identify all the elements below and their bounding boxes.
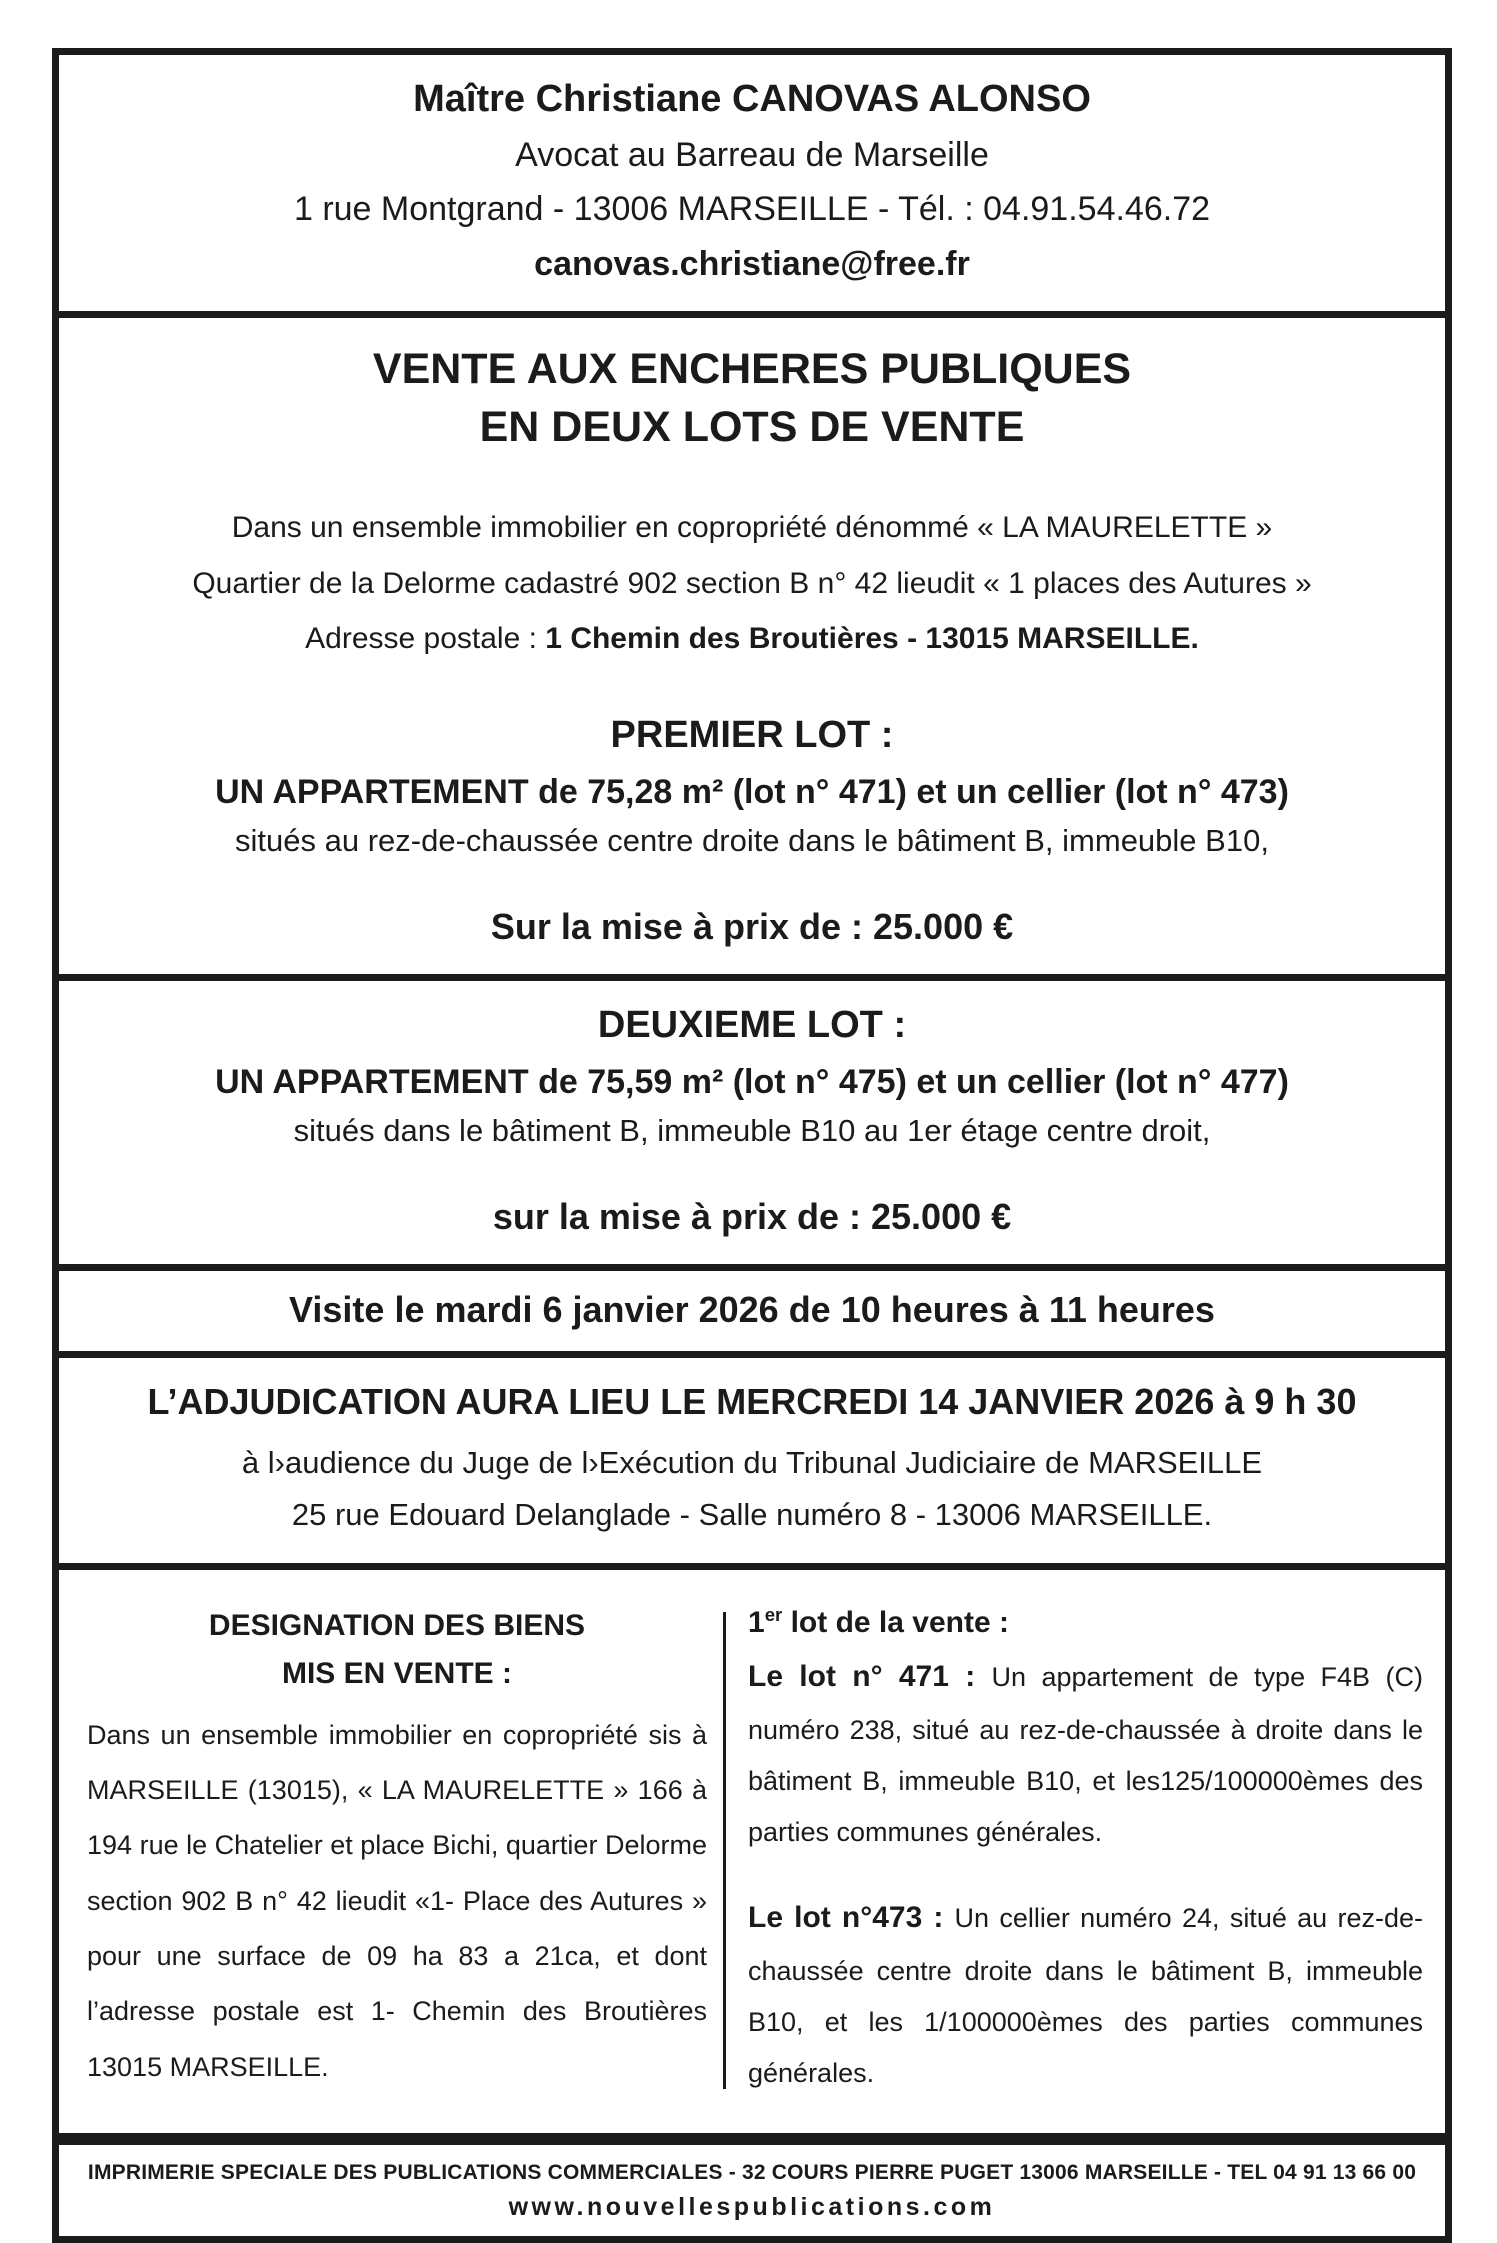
sale-title [83, 340, 1421, 456]
postal-address-label: Adresse postale : [305, 622, 546, 656]
designation-heading-line1: DESIGNATION DES BIENS [208, 1608, 586, 1642]
visit-box [59, 1271, 1445, 1358]
adjudication-box [59, 1358, 1445, 1569]
second-lot-location: situés dans le bâtiment B, immeuble B10 au 1er étage centre droit, [293, 1112, 1211, 1148]
visit-info: Visite le mardi 6 janvier 2026 de 10 heures à 11 heures [289, 1288, 1215, 1330]
heading-rest: lot de la vente : [782, 1605, 1009, 1639]
printer-website: www.nouvellespublications.com [508, 2193, 996, 2222]
attorney-title: Avocat au Barreau de Marseille [515, 136, 989, 174]
sale-title-line2: EN DEUX LOTS DE VENTE [479, 403, 1025, 452]
attorney-address: 1 rue Montgrand - 13006 MARSEILLE - Tél. : 04.91.54.46.72 [293, 190, 1211, 229]
lot-471-paragraph [748, 1648, 1423, 1859]
heading-ordinal-suffix: er [764, 1603, 783, 1625]
second-lot-description: UN APPARTEMENT de 75,59 m² (lot n° 475) et un cellier (lot n° 477) [215, 1063, 1289, 1102]
designation-heading-line2: MIS EN VENTE : [281, 1656, 513, 1690]
sale-intro-line1: Dans un ensemble immobilier en copropriété dénommé « LA MAURELETTE » [231, 511, 1273, 545]
first-lot-description: UN APPARTEMENT de 75,28 m² (lot n° 471) et un cellier (lot n° 473) [215, 773, 1289, 812]
designation-heading [87, 1602, 707, 1698]
attorney-email: canovas.christiane@free.fr [534, 244, 970, 283]
lot-471-label: Le lot n° 471 : [748, 1659, 992, 1693]
sale-intro-line2: Quartier de la Delorme cadastré 902 section B n° 42 lieudit « 1 places des Autures » [192, 566, 1312, 600]
sale-title-line1: VENTE AUX ENCHERES PUBLIQUES [372, 345, 1132, 394]
printer-footer-box [59, 2140, 1445, 2235]
first-lot-detail-heading [748, 1602, 1423, 1644]
first-lot-location: situés au rez-de-chaussée centre droite dans le bâtiment B, immeuble B10, [235, 822, 1269, 858]
sale-intro-line3 [83, 611, 1421, 667]
sale-announcement-box [59, 318, 1445, 981]
adjudication-address: 25 rue Edouard Delanglade - Salle numéro 8 - 13006 MARSEILLE. [291, 1496, 1213, 1532]
designation-body: Dans un ensemble immobilier en copropriété sis à MARSEILLE (13015), « LA MAURELETTE » 166 à 194 rue le Chatelier et place Bichi, quartier Delorme section 902 B n° 42 lieudit «1- Place des Autures » pour une surface de 09 ha 83 a 21ca, et dont l’adresse postale est 1- Chemin des Broutières 13015 MARSEILLE. [87, 1719, 707, 2082]
second-lot-box [59, 981, 1445, 1271]
second-lot-price: sur la mise à prix de : 25.000 € [492, 1195, 1012, 1237]
designation-columns [73, 1596, 1431, 2100]
lot-473-label: Le lot n°473 : [748, 1900, 955, 1934]
printer-info: IMPRIMERIE SPECIALE DES PUBLICATIONS COMMERCIALES - 32 COURS PIERRE PUGET 13006 MARSEILLE - TEL 04 91 13 66 00 [87, 2161, 1417, 2185]
adjudication-date: L’ADJUDICATION AURA LIEU LE MERCREDI 14 JANVIER 2026 à 9 h 30 [147, 1381, 1357, 1423]
lots-detail-column [726, 1596, 1431, 2100]
lot-473-text: Un cellier numéro 24, situé au rez-de-chaussée centre droite dans le bâtiment B, immeuble B10, et les 1/100000èmes des parties communes générales. [748, 1902, 1423, 2089]
legal-notice-document [52, 48, 1452, 2243]
first-lot-price: Sur la mise à prix de : 25.000 € [490, 905, 1014, 947]
heading-number: 1 [748, 1605, 765, 1639]
second-lot-heading: DEUXIEME LOT : [597, 1003, 907, 1046]
first-lot-heading: PREMIER LOT : [610, 713, 894, 756]
postal-address-value: 1 Chemin des Broutières - 13015 MARSEILLE. [545, 622, 1199, 656]
designation-left-column [73, 1596, 723, 2100]
lot-471-text: Un appartement de type F4B (C) numéro 238, situé au rez-de-chaussée à droite dans le bâtiment B, immeuble B10, et les125/100000èmes des parties communes générales. [748, 1661, 1424, 1848]
designation-box [59, 1570, 1445, 2141]
sale-intro [83, 500, 1421, 667]
attorney-header-box [59, 55, 1445, 318]
first-lot-block [83, 711, 1421, 948]
lot-473-paragraph [748, 1889, 1423, 2100]
adjudication-court: à l›audience du Juge de l›Exécution du Tribunal Judiciaire de MARSEILLE [241, 1445, 1263, 1481]
attorney-name: Maître Christiane CANOVAS ALONSO [413, 78, 1091, 120]
